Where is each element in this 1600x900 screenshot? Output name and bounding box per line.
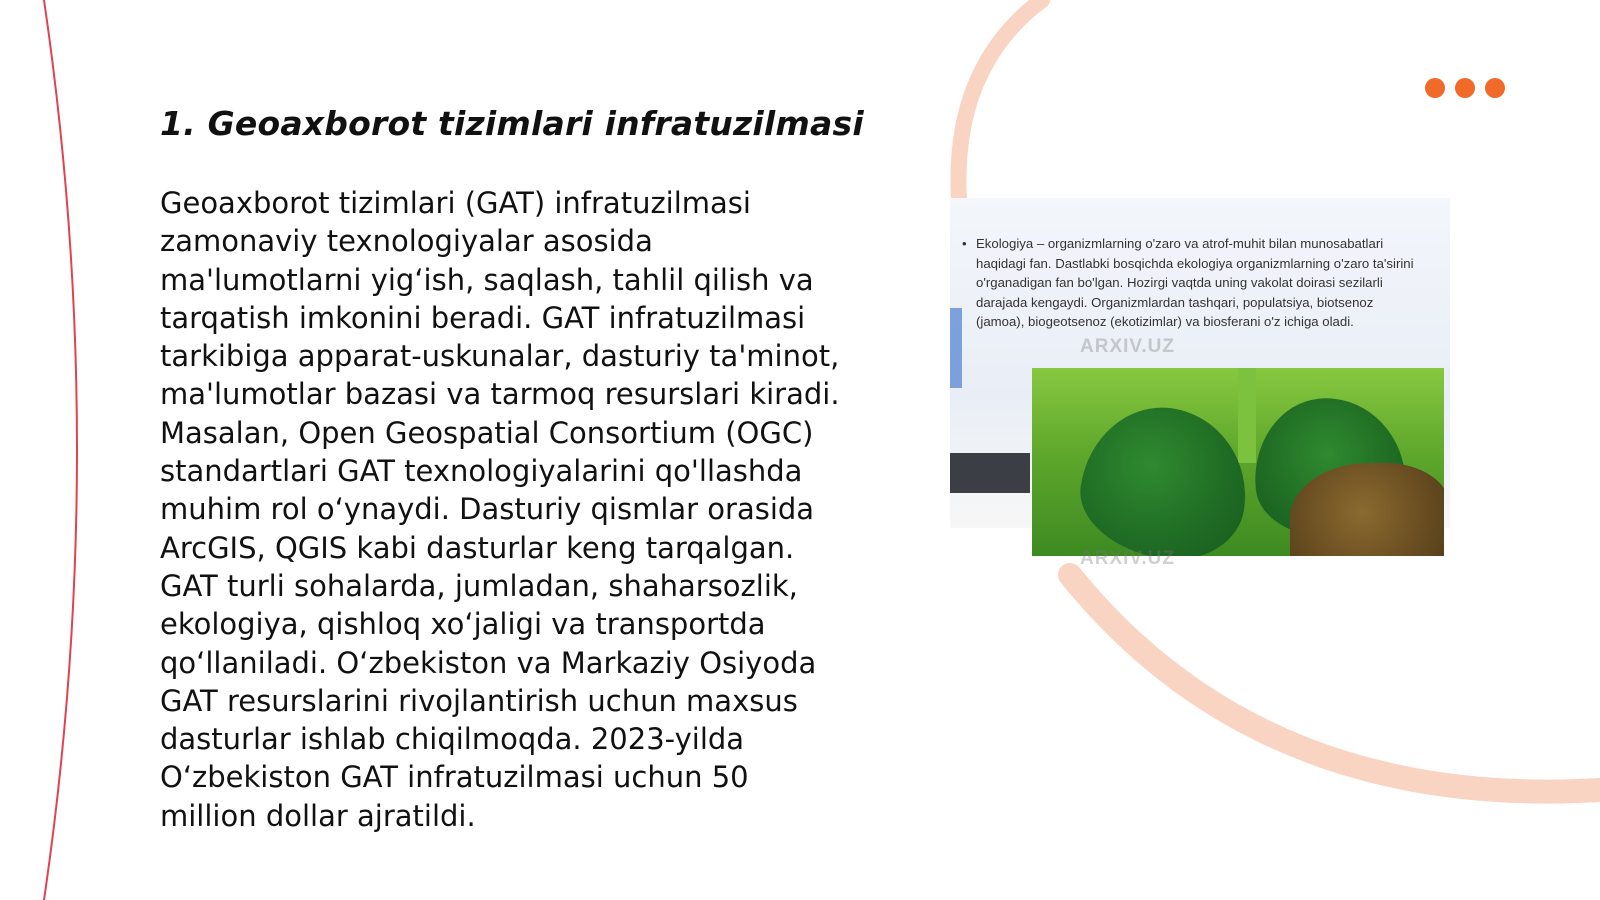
image-blue-accent [950,308,962,388]
dot-icon [1485,78,1505,98]
left-red-curve [44,0,77,900]
peach-arc-bottom [1070,575,1600,792]
ecology-image [950,198,1450,570]
dot-icon [1425,78,1445,98]
forest-lungs-photo [1032,368,1444,556]
slide-body-text: Geoaxborot tizimlari (GAT) infratuzilmasi zamonaviy texnologiyalar asosida ma'lumotlarni yig‘ish, saqlash, tahlil qilish va tarqatish imkonini beradi. GAT infratuzilmasi tarkibiga apparat-uskunalar, dasturiy ta'minot, ma'lumotlar bazasi va tarmoq resurslari kiradi. Masalan, Open Geospatial Consortium (OGC) standartlari GAT texnologiyalarini qo'llashda muhim rol o‘ynaydi. Dasturiy qismlar orasida ArcGIS, QGIS kabi dasturlar keng tarqalgan. GAT turli sohalarda, jumladan, shaharsozlik, ekologiya, qishloq xo‘jaligi va transportda qo‘llaniladi. O‘zbekiston va Markaziy Osiyoda GAT resurslarini rivojlantirish uchun maxsus dasturlar ishlab chiqilmoqda. 2023-yilda O‘zbekiston GAT infratuzilmasi uchun 50 million dollar ajratildi. [160,186,840,833]
watermark-bottom: ARXIV.UZ [1080,548,1175,569]
slide-title: 1. Geoaxborot tizimlari infratuzilmasi [160,104,864,143]
image-dark-accent [950,453,1030,493]
watermark-top: ARXIV.UZ [1080,336,1175,357]
left-lung-forest [1072,397,1256,556]
dot-icon [1455,78,1475,98]
bullet-icon: • [962,236,967,251]
image-caption-text [962,234,1416,332]
menu-dots-icon [1425,78,1505,98]
photo-path [1238,368,1256,463]
image-caption: Ekologiya – organizmlarning o'zaro va atrof-muhit bilan munosabatlari haqidagi fan. Dastlabki bosqichda ekologiya organizmlarning o'zaro ta'sirini o'rganadigan fan bo'lgan. Hozirgi vaqtda uning vakolat doirasi sezilarli darajada kengaydi. Organizmlardan tashqari, populatsiya, biotsenoz (jamoa), biogeotsenoz (ekotizimlar) va biosferani o'z ichiga oladi. [976,236,1414,329]
